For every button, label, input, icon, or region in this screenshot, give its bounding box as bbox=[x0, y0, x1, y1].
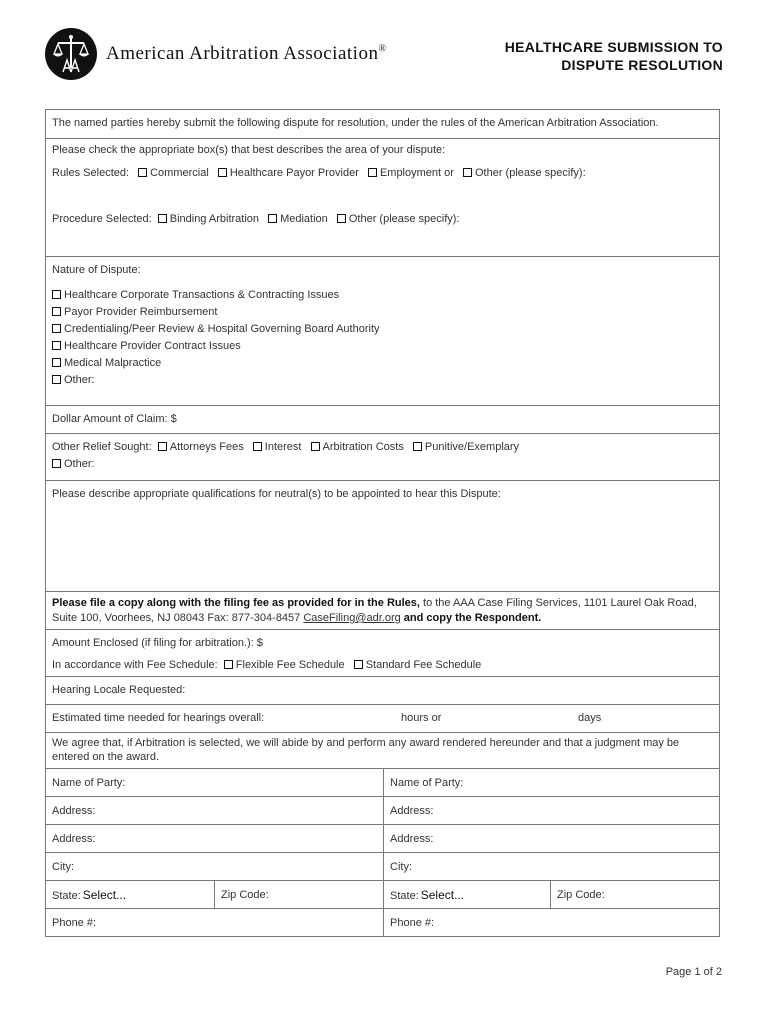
checkbox[interactable] bbox=[138, 168, 147, 177]
claimant-state-field: State: Select... bbox=[52, 888, 127, 902]
claimant-address2-field[interactable]: Address: bbox=[52, 833, 96, 845]
checkbox[interactable] bbox=[463, 168, 472, 177]
relief-option-other[interactable]: Other: bbox=[52, 456, 713, 473]
filing-bold-start: Please file a copy along with the filing fee as provided for in the Rules, bbox=[52, 597, 420, 609]
intro-text: The named parties hereby submit the following dispute for resolution, under the rules of the American Arbitration Association. bbox=[52, 117, 659, 129]
nature-option[interactable]: Payor Provider Reimbursement bbox=[52, 304, 713, 321]
relief-label: Other Relief Sought: bbox=[52, 441, 152, 453]
relief-option-attorneys-fees[interactable]: Attorneys Fees bbox=[158, 441, 244, 453]
checkbox[interactable] bbox=[52, 375, 61, 384]
checkbox[interactable] bbox=[52, 341, 61, 350]
checkbox[interactable] bbox=[311, 442, 320, 451]
hearing-locale-label: Hearing Locale Requested: bbox=[52, 684, 186, 696]
rules-label: Rules Selected: bbox=[52, 167, 130, 179]
claimant-phone-field[interactable]: Phone #: bbox=[52, 917, 97, 929]
party-state-zip-row bbox=[46, 880, 719, 908]
amount-enclosed-label[interactable]: Amount Enclosed (if filing for arbitration.): $ bbox=[52, 637, 263, 649]
dollar-amount-section[interactable] bbox=[46, 405, 719, 433]
respondent-phone-field[interactable]: Phone #: bbox=[383, 909, 719, 936]
filing-instructions-section bbox=[46, 591, 719, 629]
filing-text: to the AAA Case Filing Services, 1101 Laurel Oak Road, Suite 100, Voorhees, NJ 08043 Fax: 877-304-8457 bbox=[52, 597, 697, 624]
nature-of-dispute-section bbox=[46, 256, 719, 405]
checkbox[interactable] bbox=[224, 660, 233, 669]
nature-option[interactable]: Healthcare Provider Contract Issues bbox=[52, 338, 713, 355]
nature-option[interactable]: Other: bbox=[52, 372, 713, 389]
checkbox[interactable] bbox=[52, 324, 61, 333]
hearing-locale-section[interactable] bbox=[46, 676, 719, 704]
agreement-text: We agree that, if Arbitration is selected, we will abide by and perform any award rendered hereunder and that a judgment may be entered on the award. bbox=[52, 737, 680, 763]
party-name-row bbox=[46, 768, 719, 796]
nature-label: Nature of Dispute: bbox=[52, 264, 141, 276]
estimated-time-label: Estimated time needed for hearings overall: bbox=[52, 712, 265, 724]
other-relief-section bbox=[46, 433, 719, 480]
nature-option[interactable]: Medical Malpractice bbox=[52, 355, 713, 372]
respondent-address2-field[interactable]: Address: bbox=[383, 825, 719, 852]
form-title-line2: DISPUTE RESOLUTION bbox=[561, 57, 723, 73]
relief-option-arbitration-costs[interactable]: Arbitration Costs bbox=[311, 441, 404, 453]
respondent-city-field[interactable]: City: bbox=[383, 853, 719, 880]
procedure-option-mediation[interactable]: Mediation bbox=[268, 213, 328, 225]
checkbox[interactable] bbox=[337, 214, 346, 223]
respondent-state-field: State: Select... bbox=[383, 881, 550, 908]
respondent-zip-field[interactable]: Zip Code: bbox=[550, 881, 719, 908]
nature-option[interactable]: Credentialing/Peer Review & Hospital Governing Board Authority bbox=[52, 321, 713, 338]
claimant-address-field[interactable]: Address: bbox=[52, 805, 96, 817]
party-address-row-2 bbox=[46, 824, 719, 852]
nature-option[interactable]: Healthcare Corporate Transactions & Contracting Issues bbox=[52, 287, 713, 304]
checkbox[interactable] bbox=[158, 214, 167, 223]
relief-option-interest[interactable]: Interest bbox=[253, 441, 302, 453]
procedure-row bbox=[52, 211, 713, 228]
procedure-label: Procedure Selected: bbox=[52, 213, 152, 225]
checkbox[interactable] bbox=[268, 214, 277, 223]
claimant-zip-field[interactable]: Zip Code: bbox=[214, 881, 383, 908]
fee-option-flexible[interactable]: Flexible Fee Schedule bbox=[224, 659, 345, 671]
rules-option-commercial[interactable]: Commercial bbox=[138, 167, 209, 179]
party-address-row-1 bbox=[46, 796, 719, 824]
rules-option-other[interactable]: Other (please specify): bbox=[463, 167, 586, 179]
respondent-state-select[interactable]: Select... bbox=[420, 888, 465, 902]
rules-option-healthcare-payor-provider[interactable]: Healthcare Payor Provider bbox=[218, 167, 359, 179]
rules-option-employment[interactable]: Employment or bbox=[368, 167, 454, 179]
rules-procedure-section bbox=[46, 138, 719, 256]
checkbox[interactable] bbox=[52, 290, 61, 299]
form-title bbox=[423, 38, 723, 74]
agreement-section bbox=[46, 732, 719, 768]
intro-section bbox=[46, 110, 719, 138]
qualifications-label: Please describe appropriate qualifications for neutral(s) to be appointed to hear this Dispute: bbox=[52, 488, 501, 500]
fee-option-standard[interactable]: Standard Fee Schedule bbox=[354, 659, 482, 671]
checkbox[interactable] bbox=[52, 307, 61, 316]
procedure-option-binding-arbitration[interactable]: Binding Arbitration bbox=[158, 213, 259, 225]
claimant-name-field[interactable]: Name of Party: bbox=[52, 777, 126, 789]
check-instruction: Please check the appropriate box(s) that best describes the area of your dispute: bbox=[52, 144, 446, 156]
respondent-name-field[interactable]: Name of Party: bbox=[383, 769, 719, 796]
checkbox[interactable] bbox=[52, 459, 61, 468]
relief-option-punitive[interactable]: Punitive/Exemplary bbox=[413, 441, 519, 453]
party-phone-row bbox=[46, 908, 719, 936]
header bbox=[0, 0, 770, 100]
checkbox[interactable] bbox=[158, 442, 167, 451]
claimant-state-select[interactable]: Select... bbox=[82, 888, 127, 902]
respondent-address-field[interactable]: Address: bbox=[383, 797, 719, 824]
qualifications-section[interactable] bbox=[46, 480, 719, 591]
filing-bold-end: and copy the Respondent. bbox=[400, 612, 542, 624]
claimant-city-field[interactable]: City: bbox=[52, 861, 74, 873]
checkbox[interactable] bbox=[218, 168, 227, 177]
dollar-amount-label: Dollar Amount of Claim: $ bbox=[52, 413, 177, 425]
form-title-line1: HEALTHCARE SUBMISSION TO bbox=[504, 39, 723, 55]
organization-name: American Arbitration Association® bbox=[106, 43, 387, 64]
estimated-time-section bbox=[46, 704, 719, 732]
aaa-logo bbox=[45, 28, 97, 80]
checkbox[interactable] bbox=[253, 442, 262, 451]
submission-form bbox=[45, 109, 720, 937]
party-city-row bbox=[46, 852, 719, 880]
rules-row bbox=[52, 165, 713, 182]
days-label[interactable]: days bbox=[578, 712, 602, 724]
checkbox[interactable] bbox=[368, 168, 377, 177]
checkbox[interactable] bbox=[354, 660, 363, 669]
checkbox[interactable] bbox=[413, 442, 422, 451]
casefiling-email-link[interactable]: CaseFiling@adr.org bbox=[303, 612, 401, 624]
hours-label[interactable]: hours or bbox=[401, 712, 442, 724]
procedure-option-other[interactable]: Other (please specify): bbox=[337, 213, 460, 225]
scales-of-justice-icon bbox=[45, 28, 97, 80]
amount-enclosed-section bbox=[46, 629, 719, 676]
fee-schedule-label: In accordance with Fee Schedule: bbox=[52, 659, 218, 671]
checkbox[interactable] bbox=[52, 358, 61, 367]
page-number: Page 1 of 2 bbox=[665, 966, 722, 978]
